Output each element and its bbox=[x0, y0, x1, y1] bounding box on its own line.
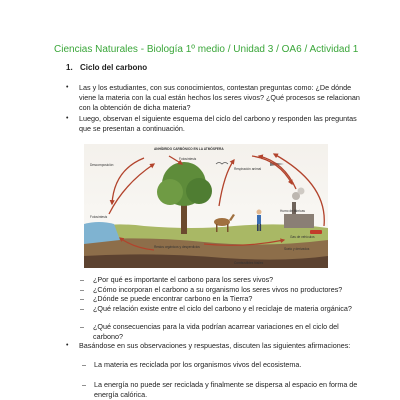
dash-icon: – bbox=[80, 275, 84, 284]
person-head bbox=[257, 210, 262, 215]
dash-icon: – bbox=[82, 380, 86, 389]
label-fotosintesis-agua: Fotosíntesis bbox=[90, 215, 108, 219]
dash-icon: – bbox=[80, 322, 84, 331]
question-item bbox=[80, 275, 365, 285]
page-header: Ciencias Naturales - Biología 1º medio / Unidad 3 / OA6 / Actividad 1 bbox=[54, 44, 359, 55]
question-item bbox=[80, 322, 365, 342]
dash-icon: – bbox=[80, 304, 84, 313]
bullet-icon: • bbox=[66, 342, 69, 349]
label-restos: Restos orgánicos y desperdicios bbox=[154, 245, 200, 249]
statement-item bbox=[82, 360, 364, 370]
label-vehiculos: Gas de vehículos bbox=[290, 235, 315, 239]
question-text: ¿Por qué es importante el carbono para los seres vivos? bbox=[93, 275, 274, 284]
question-item bbox=[80, 304, 365, 314]
section-title: Ciclo del carbono bbox=[80, 63, 148, 72]
statement-text: La materia es reciclada por los organismos vivos del ecosistema. bbox=[94, 360, 302, 369]
label-combustibles: Combustibles fósiles bbox=[234, 261, 264, 265]
label-fotosintesis: Fotosíntesis bbox=[179, 157, 197, 161]
question-text: ¿Qué relación existe entre el ciclo del carbono y el reciclaje de materia orgánica? bbox=[93, 304, 352, 313]
statement-text: La energía no puede ser reciclada y finalmente se dispersa al espacio en forma de energía calórica. bbox=[94, 380, 358, 399]
dash-icon: – bbox=[80, 294, 84, 303]
factory bbox=[284, 214, 314, 228]
question-text: ¿Dónde se puede encontrar carbono en la Tierra? bbox=[93, 294, 253, 303]
diagram-title: ANHÍDRIDO CARBÓNICO EN LA ATMÓSFERA bbox=[154, 147, 224, 151]
tree-canopy-left bbox=[157, 179, 183, 205]
person-body bbox=[257, 215, 261, 224]
car bbox=[310, 230, 322, 234]
intro-bullet-text: Luego, observan el siguiente esquema del ciclo del carbono y responden las preguntas que se presentan a continuación. bbox=[79, 114, 357, 133]
carbon-cycle-diagram bbox=[84, 144, 328, 268]
label-respiracion: Respiración animal bbox=[234, 167, 262, 171]
label-suelo: Suelo y derivados bbox=[284, 247, 310, 251]
final-bullet-text: Basándose en sus observaciones y respuestas, discuten las siguientes afirmaciones: bbox=[79, 341, 351, 350]
intro-bullet bbox=[66, 114, 362, 134]
bullet-icon: • bbox=[66, 84, 69, 91]
dash-icon: – bbox=[80, 285, 84, 294]
question-text: ¿Cómo incorporan el carbono a su organismo los seres vivos no productores? bbox=[93, 285, 343, 294]
question-item bbox=[80, 294, 365, 304]
bullet-icon: • bbox=[66, 115, 69, 122]
tree-canopy-right bbox=[186, 178, 212, 204]
label-humo: Humo de fábricas bbox=[280, 209, 305, 213]
intro-bullet bbox=[66, 83, 362, 113]
final-bullet bbox=[66, 341, 362, 351]
statement-item bbox=[82, 380, 364, 400]
question-text: ¿Qué consecuencias para la vida podrían acarrear variaciones en el ciclo del carbono? bbox=[93, 322, 339, 341]
tree-trunk bbox=[181, 202, 187, 234]
label-descomposicion: Descomposición bbox=[90, 163, 114, 167]
section-number: 1. bbox=[66, 63, 73, 72]
intro-bullet-text: Las y los estudiantes, con sus conocimientos, contestan preguntas como: ¿De dónde viene la materia con la cual están hechos los seres vivos? ¿Qué procesos se relacionan con la obtención de dicha materia? bbox=[79, 83, 360, 112]
dash-icon: – bbox=[82, 360, 86, 369]
section-heading bbox=[66, 63, 147, 72]
